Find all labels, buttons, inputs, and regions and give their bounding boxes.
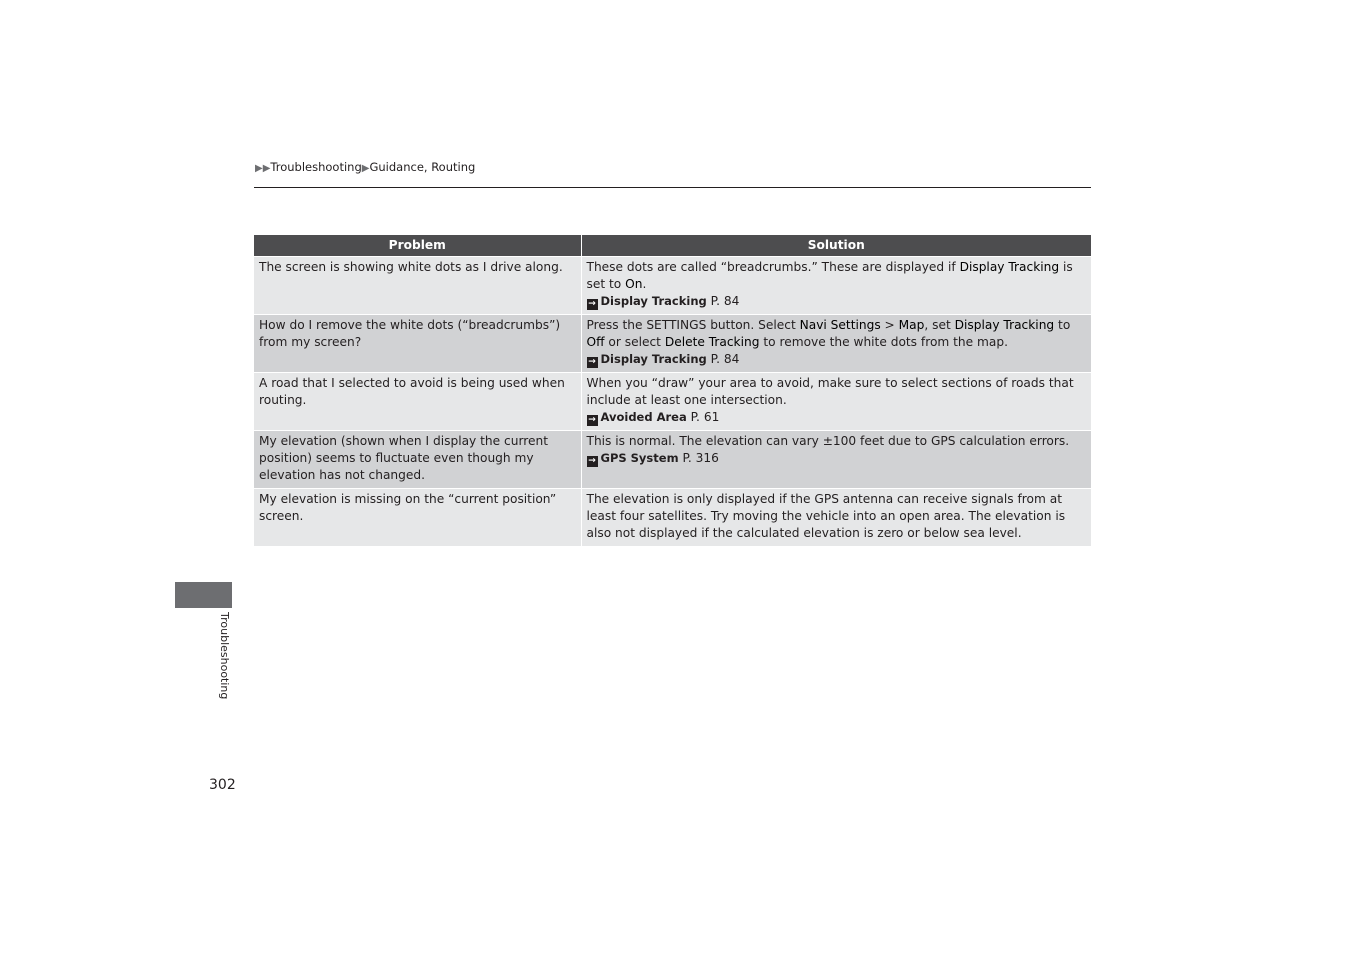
reference-link[interactable] — [587, 409, 1086, 426]
column-header-solution: Solution — [581, 235, 1091, 257]
menu-item-name: Navi Settings — [799, 318, 881, 332]
problem-cell: My elevation is missing on the “current position” screen. — [254, 489, 581, 547]
page-ref-number: 84 — [723, 294, 740, 308]
section-tab[interactable] — [175, 582, 232, 608]
page-ref-prefix: P. — [690, 410, 700, 424]
solution-text: > — [880, 318, 899, 332]
reference-link[interactable] — [587, 450, 1086, 467]
reference-link[interactable] — [587, 351, 1086, 368]
solution-cell — [581, 257, 1091, 315]
reference-arrow-icon: → — [588, 456, 596, 466]
column-header-problem: Problem — [254, 235, 581, 257]
menu-item-name: Off — [586, 335, 605, 349]
menu-item-name: Delete Tracking — [664, 335, 760, 349]
table-row — [254, 489, 1091, 547]
troubleshooting-table — [254, 235, 1091, 546]
page-ref-prefix: P. — [682, 451, 692, 465]
solution-text: is set to — [586, 260, 1073, 291]
reference-link[interactable] — [587, 293, 1086, 310]
solution-text: . — [642, 277, 647, 291]
section-side-label: Troubleshooting — [218, 612, 231, 700]
triangle-right-icon: ▶ — [262, 163, 271, 174]
page-ref-number: 61 — [703, 410, 720, 424]
solution-text: to — [1054, 318, 1071, 332]
table-row — [254, 257, 1091, 315]
menu-item-name: Map — [898, 318, 925, 332]
solution-text: to remove the white dots from the map. — [759, 335, 1008, 349]
breadcrumb — [255, 160, 475, 174]
solution-text: These dots are called “breadcrumbs.” These are displayed if — [586, 260, 960, 274]
header-rule — [254, 187, 1091, 188]
table-row — [254, 373, 1091, 431]
solution-cell — [581, 373, 1091, 431]
reference-title: Avoided Area — [600, 410, 687, 424]
reference-arrow-icon: → — [588, 415, 596, 425]
breadcrumb-section[interactable]: Troubleshooting — [270, 160, 362, 174]
reference-title: Display Tracking — [600, 294, 707, 308]
breadcrumb-subsection: Guidance, Routing — [369, 160, 476, 174]
solution-text: The elevation is only displayed if the GPS antenna can receive signals from at least four satellites. Try moving the vehicle into an open area. The elevation is also not displayed if the calculated elevation is zero or below sea level. — [586, 492, 1066, 540]
page-ref-prefix: P. — [710, 294, 720, 308]
triangle-right-icon: ▶ — [361, 163, 370, 174]
reference-title: Display Tracking — [600, 352, 707, 366]
page-ref-number: 84 — [723, 352, 740, 366]
solution-cell — [581, 489, 1091, 547]
page-ref-number: 316 — [695, 451, 719, 465]
solution-cell — [581, 315, 1091, 373]
solution-text: or select — [604, 335, 665, 349]
page-number: 302 — [209, 777, 236, 793]
reference-title: GPS System — [600, 451, 679, 465]
problem-cell: How do I remove the white dots (“breadcrumbs”) from my screen? — [254, 315, 581, 373]
solution-cell — [581, 431, 1091, 489]
table-row — [254, 431, 1091, 489]
table-header-row — [254, 235, 1091, 257]
solution-text: Press the SETTINGS button. Select — [586, 318, 800, 332]
menu-item-name: Display Tracking — [954, 318, 1055, 332]
solution-text: When you “draw” your area to avoid, make sure to select sections of roads that include at least one intersection. — [586, 376, 1074, 407]
problem-cell: My elevation (shown when I display the current position) seems to fluctuate even though my elevation has not changed. — [254, 431, 581, 489]
table-row — [254, 315, 1091, 373]
solution-text: , set — [924, 318, 955, 332]
triangle-right-icon: ▶ — [255, 163, 263, 174]
menu-item-name: Display Tracking — [959, 260, 1060, 274]
problem-cell: A road that I selected to avoid is being used when routing. — [254, 373, 581, 431]
reference-arrow-icon: → — [588, 299, 596, 309]
problem-cell: The screen is showing white dots as I drive along. — [254, 257, 581, 315]
reference-arrow-icon: → — [588, 357, 596, 367]
page-ref-prefix: P. — [710, 352, 720, 366]
solution-text: This is normal. The elevation can vary ±100 feet due to GPS calculation errors. — [586, 434, 1070, 448]
menu-item-name: On — [625, 277, 643, 291]
